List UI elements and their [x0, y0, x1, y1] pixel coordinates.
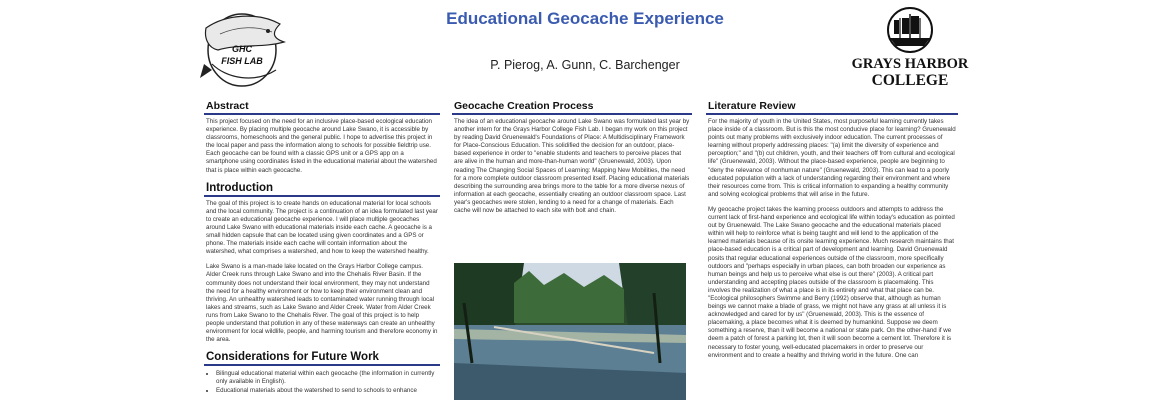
- literature-paragraph: For the majority of youth in the United States, most purposeful learning currently takes place inside of a classroom. But is this the most conducive place for learning? Gruenewald points out many problems with exclusively indoor education. The current processes of learning without properly addressing places: "(a) limit the diversity of experience and perception;" and "(b) cut children, youth, and their teachers off from cultural and ecological life" (Gruenewald, 2003). Without the place-based experience, people are beginning to "deny the relevance of nonhuman nature" (Gruenewald, 2003). This can lead to a poorly educated population with a lack of understanding regarding their environment and where their resources come from. This is critical information to expanding a healthy community and solving ecological problems that will arise in the future.: [708, 118, 956, 198]
- middle-column: [452, 100, 692, 222]
- svg-text:GRAYS HARBOR: GRAYS HARBOR: [851, 56, 969, 72]
- introduction-paragraph: Lake Swano is a man-made lake located on the Grays Harbor College campus. Alder Creek runs through Lake Swano and into the Chehalis River Basin. If the community does not understand their local environment, they may not understand the need for a healthy environment or how to keep their environment clean and thriving. An unhealthy watershed leads to contaminated water running through local lakes and streams, such as Lake Swano and Alder Creek. Water from Alder Creek runs from Lake Swano to the Chehalis River. The goal of this project is to help people understand that pollution in any of these waterways can create an unhealthy environment for local wildlife, people, and harming tourism and therefore economy in the area.: [206, 263, 438, 344]
- future-work-list: [208, 370, 438, 395]
- abstract-text: This project focused on the need for an inclusive place-based ecological education experience. By placing multiple geocache around Lake Swano, it is accessible by classrooms, homeschools and the general public. I hope to advertise this project in the local paper and pass the information along to schools for possible fieldtrip use. Each geocache can be found with a classic GPS unit or a GPS app on a smartphone using coordinates listed in the educational material about the watershed that is place within each geocache.: [206, 118, 437, 174]
- list-item: • Educational materials about the watershed to send to schools to enhance: [216, 387, 438, 395]
- right-column: [706, 100, 958, 367]
- grays-harbor-college-logo: [851, 6, 969, 89]
- introduction-paragraph: The goal of this project is to create hands on educational material for local schools and the local community. The project is a continuation of an idea formulated last year to create an educational geocache experience. I will place multiple geocaches around Lake Swano with educational materials inside each cache. A geocache is a small hidden capsule that can be located using given coordinates and a GPS or phone. The materials inside each cache will contain information about the watershed, what comprises a watershed, and how to keep the watershed healthy.: [206, 199, 438, 256]
- poster-authors: P. Pierog, A. Gunn, C. Barchenger: [490, 58, 680, 72]
- svg-text:FISH LAB: FISH LAB: [221, 56, 263, 66]
- left-column: [204, 100, 440, 397]
- svg-text:COLLEGE: COLLEGE: [871, 72, 949, 89]
- svg-text:GHC: GHC: [232, 44, 252, 54]
- introduction-heading: Introduction: [204, 182, 440, 197]
- list-item: • Bilingual educational material within each geocache (the information in currently only available in English).: [216, 370, 438, 386]
- future-work-heading: Considerations for Future Work: [204, 351, 440, 366]
- literature-paragraph: My geocache project takes the learning process outdoors and attempts to address the current lack of first-hand experience and ecological life within today's education as pointed out by Gruenewald. The Lake Swano geocache and the educational materials placed within will help to reinforce what is being taught and will lend to the application of the learned materials because of its onsite learning experience. Much research maintains that place-based education is a critical part of development and learning. David Gruenewald posits that regular educational experiences outside of the classroom, more specifically outdoors and "perhaps especially in urban places, can both broaden our experience as human beings and help us to perceive what else is out there" (2003). A critical part understanding and accepting places outside of the classroom is placemaking. This involves the realization of what a place is in its entirety and what that place can be. "Ecological philosophers Swimme and Berry (1992) observe that, although as human beings we cannot make a blade of grass, we might not have any grass at all unless it is acknowledged and cared for by us" (Gruenewald, 2003). This is the essence of placemaking, a place becomes what it is deemed by humankind. Suppose we deem something a reserve, than it will become a national or state park. On the other-hand if we deem a patch of forest a parking lot, then it will soon become a cement lot. Therefore it is necessary to foster young, well-educated placemakers in order to preserve our environment and to create a healthy and thriving world in the future. One can: [708, 205, 955, 359]
- creation-heading: Geocache Creation Process: [452, 100, 692, 115]
- poster-header: [0, 0, 1170, 95]
- poster-title: Educational Geocache Experience: [446, 9, 724, 28]
- abstract-heading: Abstract: [204, 100, 440, 115]
- introduction-text: [206, 200, 438, 345]
- literature-heading: Literature Review: [706, 100, 958, 115]
- literature-text: [708, 118, 956, 360]
- lake-swano-photo: [454, 263, 686, 400]
- creation-text: The idea of an educational geocache around Lake Swano was formulated last year by another intern for the Grays Harbor College Fish Lab. I began my work on this project by reading David Gruenewald's Foundations of Place: A Multidisciplinary Framework for Place-Conscious Education. This solidified the decision for an outdoor, place-based experience in order to "enable students and teachers to perceive places that are alive in the human and more-than-human world" (Gruenewald, 2003). Upon reading The Changing Social Spaces of Learning: Mapping New Mobilities, the need for a more complete outdoor classroom presented itself. Placing educational materials describing the surrounding area brings more to the table for a more diverse nexus of information at each geocache, essentially creating an outdoor classroom space. Last year's geocaches were stolen, lending to a need for a change of materials. Each cache will now be attached to each site with bolt and chain.: [454, 118, 690, 215]
